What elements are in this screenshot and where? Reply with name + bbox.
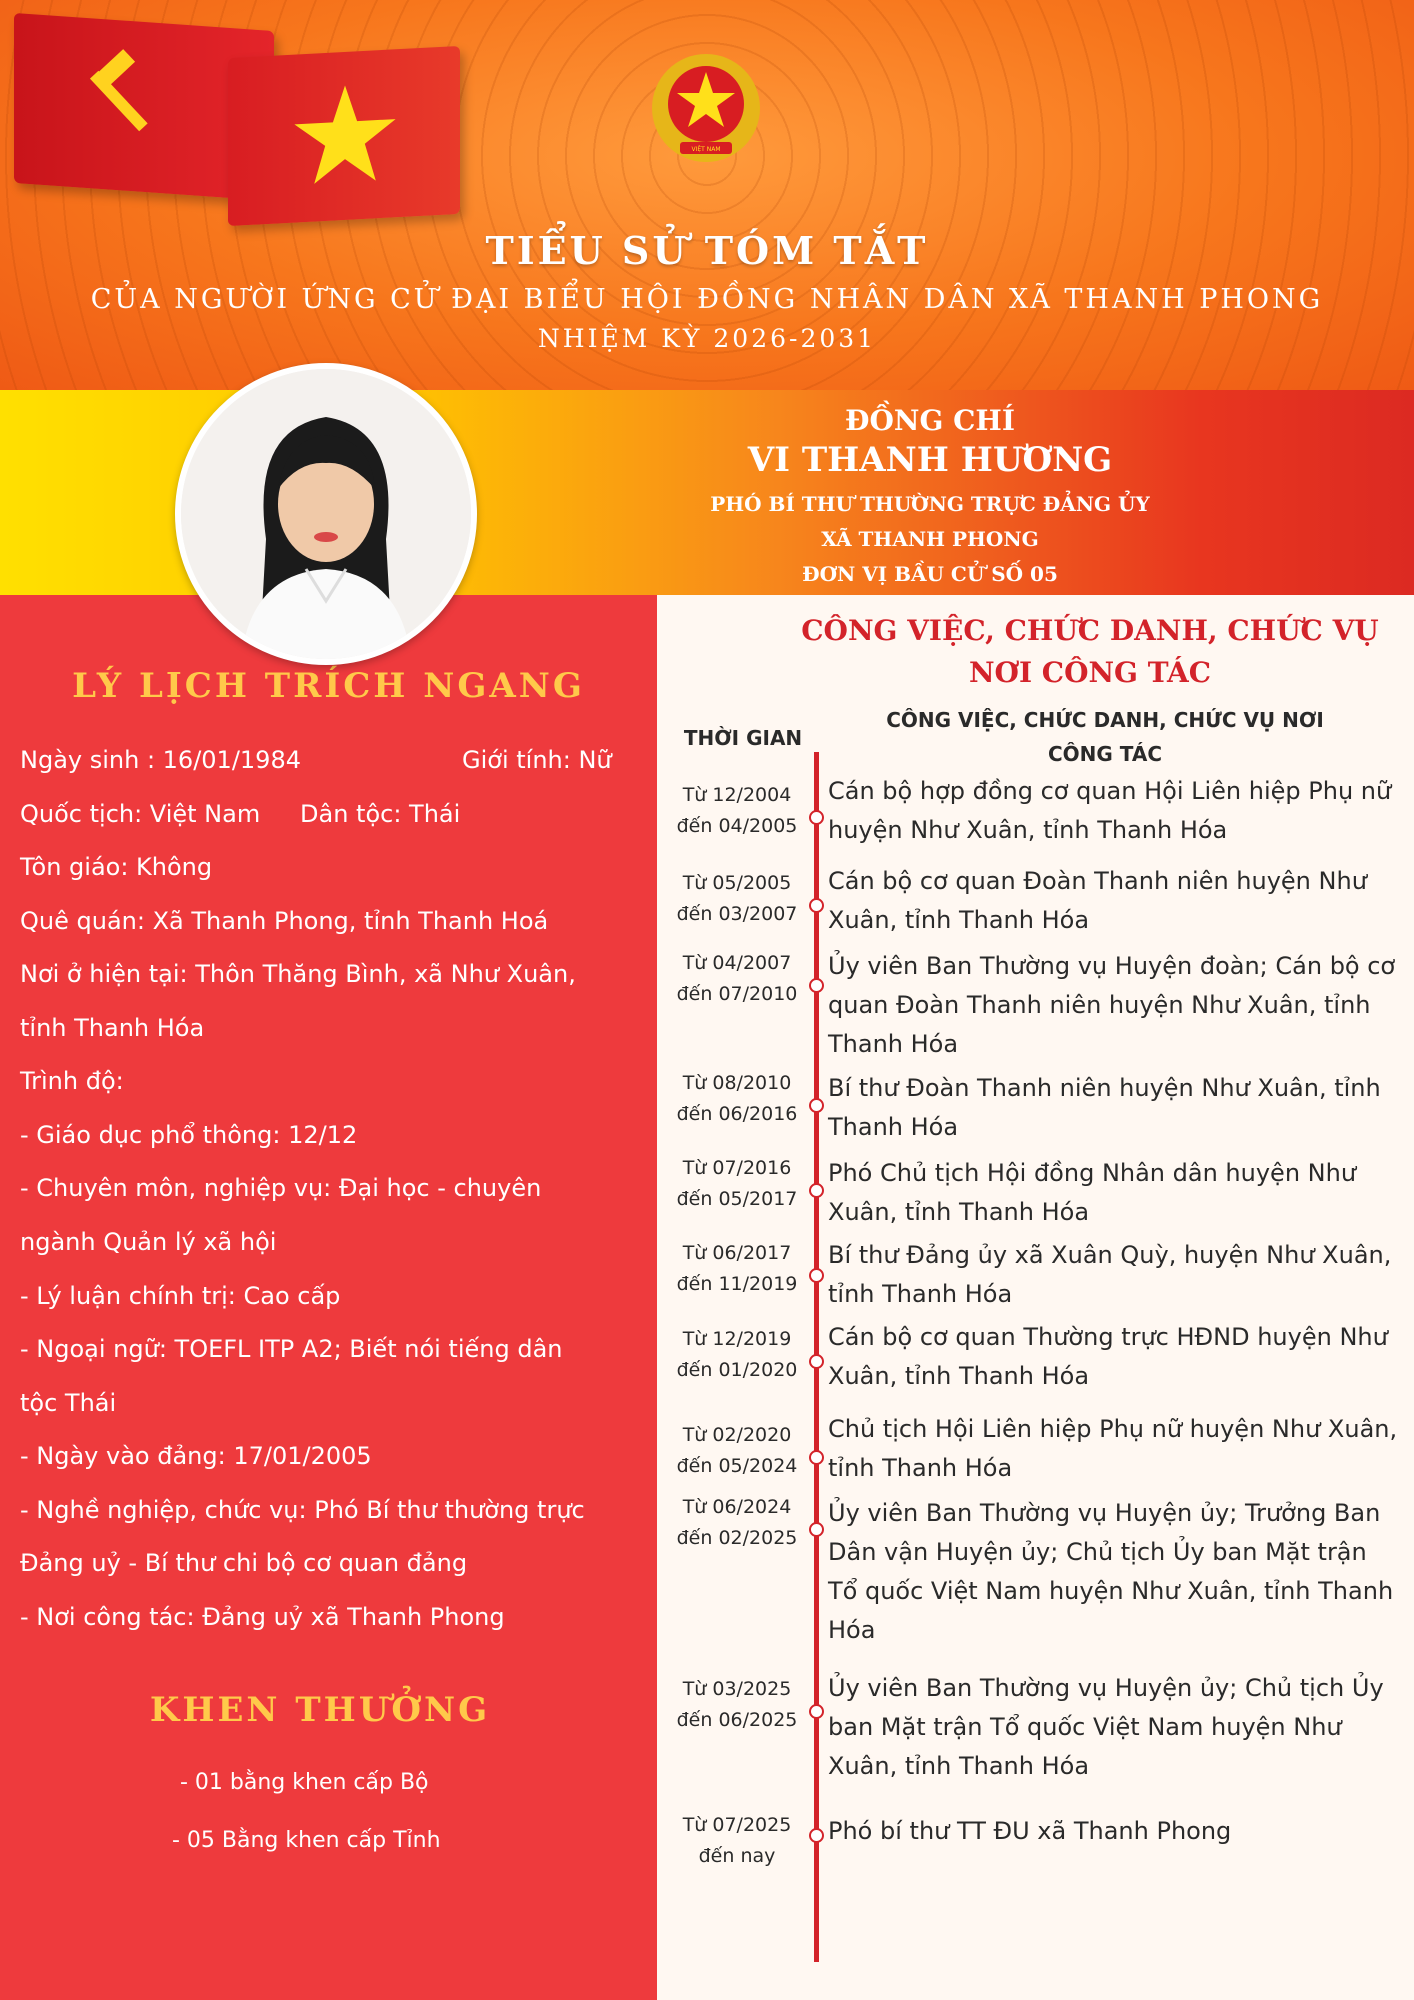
timeline-description: Ủy viên Ban Thường vụ Huyện đoàn; Cán bộ cơ quan Đoàn Thanh niên huyện Như Xuân, tỉnh Thanh Hóa: [828, 952, 1396, 1058]
timeline-description: Phó Chủ tịch Hội đồng Nhân dân huyện Như Xuân, tỉnh Thanh Hóa: [828, 1159, 1357, 1226]
major-line-1: - Chuyên môn, nghiệp vụ: Đại học - chuyên: [20, 1174, 542, 1202]
birth-date: Ngày sinh : 16/01/1984: [20, 746, 301, 774]
date-from: Từ 07/2016: [682, 1157, 792, 1179]
timeline-date: [662, 1153, 812, 1215]
timeline-dot: [809, 898, 824, 913]
national-emblem-icon: [650, 52, 762, 164]
timeline-dot: [809, 1098, 824, 1113]
date-from: Từ 12/2019: [682, 1328, 792, 1350]
emblem-text: VIỆT NAM: [691, 146, 721, 153]
gender: Giới tính: Nữ: [462, 746, 612, 774]
date-from: Từ 04/2007: [682, 952, 792, 974]
date-from: Từ 02/2020: [682, 1424, 792, 1446]
education-label: Trình độ:: [20, 1067, 124, 1095]
political-theory: - Lý luận chính trị: Cao cấp: [20, 1282, 341, 1310]
position-line-1: PHÓ BÍ THƯ THƯỜNG TRỰC ĐẢNG ỦY: [710, 492, 1150, 516]
timeline-description: Ủy viên Ban Thường vụ Huyện ủy; Trưởng Ban Dân vận Huyện ủy; Chủ tịch Ủy ban Mặt trận Tổ quốc Việt Nam huyện Như Xuân, tỉnh Thanh Hóa: [828, 1499, 1394, 1644]
date-to: đến 11/2019: [676, 1273, 798, 1295]
timeline-dot: [809, 1268, 824, 1283]
timeline-description: Phó bí thư TT ĐU xã Thanh Phong: [828, 1817, 1232, 1845]
desc-column-header-1: CÔNG VIỆC, CHỨC DANH, CHỨC VỤ NƠI: [886, 708, 1324, 732]
timeline-description: Cán bộ cơ quan Đoàn Thanh niên huyện Như Xuân, tỉnh Thanh Hóa: [828, 867, 1367, 934]
bio-title: LÝ LỊCH TRÍCH NGANG: [72, 666, 585, 706]
date-from: Từ 07/2025: [682, 1814, 792, 1836]
date-to: đến 03/2007: [676, 903, 798, 925]
term-label: NHIỆM KỲ 2026-2031: [537, 324, 877, 353]
timeline-description: Cán bộ cơ quan Thường trực HĐND huyện Như Xuân, tỉnh Thanh Hóa: [828, 1323, 1388, 1390]
date-to: đến 02/2025: [676, 1527, 798, 1549]
timeline-date: [662, 1674, 812, 1736]
award-item: - 05 Bằng khen cấp Tỉnh: [172, 1828, 441, 1853]
position-line-2: XÃ THANH PHONG: [821, 527, 1039, 551]
star-icon: [290, 77, 400, 193]
timeline-dot: [809, 810, 824, 825]
language-line-1: - Ngoại ngữ: TOEFL ITP A2; Biết nói tiếng dân: [20, 1335, 563, 1363]
timeline-dot: [809, 1704, 824, 1719]
hometown: Quê quán: Xã Thanh Phong, tỉnh Thanh Hoá: [20, 907, 549, 935]
portrait-image: [181, 369, 471, 659]
timeline-dot: [809, 978, 824, 993]
nationality: Quốc tịch: Việt Nam: [20, 800, 261, 828]
date-to: đến 04/2005: [676, 815, 798, 837]
timeline-date: [662, 1420, 812, 1482]
date-to: đến 07/2010: [676, 983, 798, 1005]
date-from: Từ 12/2004: [682, 784, 792, 806]
career-title-line-2: NƠI CÔNG TÁC: [968, 656, 1212, 689]
ethnicity: Dân tộc: Thái: [300, 800, 461, 828]
date-from: Từ 06/2017: [682, 1242, 792, 1264]
timeline-date: [662, 868, 812, 930]
timeline-description: Ủy viên Ban Thường vụ Huyện ủy; Chủ tịch Ủy ban Mặt trận Tổ quốc Việt Nam huyện Như Xuân, tỉnh Thanh Hóa: [828, 1674, 1384, 1780]
hammer-sickle-icon: [60, 38, 180, 166]
workplace: - Nơi công tác: Đảng uỷ xã Thanh Phong: [20, 1603, 505, 1631]
residence-line-1: Nơi ở hiện tại: Thôn Thăng Bình, xã Như Xuân,: [20, 960, 576, 988]
timeline-description: Bí thư Đảng ủy xã Xuân Quỳ, huyện Như Xuân, tỉnh Thanh Hóa: [828, 1241, 1392, 1308]
timeline-date: [662, 1810, 812, 1872]
general-education: - Giáo dục phổ thông: 12/12: [20, 1121, 358, 1149]
date-from: Từ 08/2010: [682, 1072, 792, 1094]
date-to: đến nay: [698, 1845, 776, 1867]
election-unit: ĐƠN VỊ BẦU CỬ SỐ 05: [802, 562, 1058, 586]
timeline-description: Bí thư Đoàn Thanh niên huyện Như Xuân, tỉnh Thanh Hóa: [828, 1074, 1381, 1141]
date-from: Từ 03/2025: [682, 1678, 792, 1700]
party-join-date: - Ngày vào đảng: 17/01/2005: [20, 1442, 372, 1470]
language-line-2: tộc Thái: [20, 1389, 117, 1417]
residence-line-2: tỉnh Thanh Hóa: [20, 1014, 205, 1042]
timeline-dot: [809, 1828, 824, 1843]
date-from: Từ 06/2024: [682, 1496, 792, 1518]
time-column-header: THỜI GIAN: [683, 726, 803, 750]
timeline-dot: [809, 1183, 824, 1198]
portrait-photo: [175, 363, 477, 665]
major-line-2: ngành Quản lý xã hội: [20, 1228, 277, 1256]
timeline-date: [662, 1492, 812, 1554]
timeline-date: [662, 1324, 812, 1386]
date-from: Từ 05/2005: [682, 872, 792, 894]
timeline-dot: [809, 1450, 824, 1465]
timeline-date: [662, 948, 812, 1010]
timeline-date: [662, 1238, 812, 1300]
page-title: TIỂU SỬ TÓM TẮT: [485, 228, 929, 273]
religion: Tôn giáo: Không: [20, 853, 213, 881]
timeline-date: [662, 1068, 812, 1130]
job-line-2: Đảng uỷ - Bí thư chi bộ cơ quan đảng: [20, 1549, 468, 1577]
timeline-date: [662, 780, 812, 842]
timeline-dot: [809, 1522, 824, 1537]
awards-title: KHEN THƯỞNG: [149, 1690, 491, 1730]
award-item: - 01 bằng khen cấp Bộ: [180, 1770, 429, 1795]
timeline-description: Cán bộ hợp đồng cơ quan Hội Liên hiệp Phụ nữ huyện Như Xuân, tỉnh Thanh Hóa: [828, 777, 1392, 844]
page-subtitle: CỦA NGƯỜI ỨNG CỬ ĐẠI BIỂU HỘI ĐỒNG NHÂN DÂN XÃ THANH PHONG: [90, 284, 1324, 315]
job-line-1: - Nghề nghiệp, chức vụ: Phó Bí thư thường trực: [20, 1496, 585, 1524]
salutation: ĐỒNG CHÍ: [845, 404, 1015, 437]
date-to: đến 06/2025: [676, 1709, 798, 1731]
date-to: đến 06/2016: [676, 1103, 798, 1125]
date-to: đến 05/2024: [676, 1455, 798, 1477]
candidate-name: VI THANH HƯƠNG: [747, 440, 1113, 480]
desc-column-header-2: CÔNG TÁC: [1047, 742, 1163, 766]
national-flag: [228, 46, 460, 226]
timeline-description: Chủ tịch Hội Liên hiệp Phụ nữ huyện Như Xuân, tỉnh Thanh Hóa: [828, 1415, 1398, 1482]
header-banner: [0, 0, 1414, 390]
date-to: đến 05/2017: [676, 1188, 798, 1210]
date-to: đến 01/2020: [676, 1359, 798, 1381]
timeline-dot: [809, 1354, 824, 1369]
career-title-line-1: CÔNG VIỆC, CHỨC DANH, CHỨC VỤ: [801, 614, 1379, 647]
